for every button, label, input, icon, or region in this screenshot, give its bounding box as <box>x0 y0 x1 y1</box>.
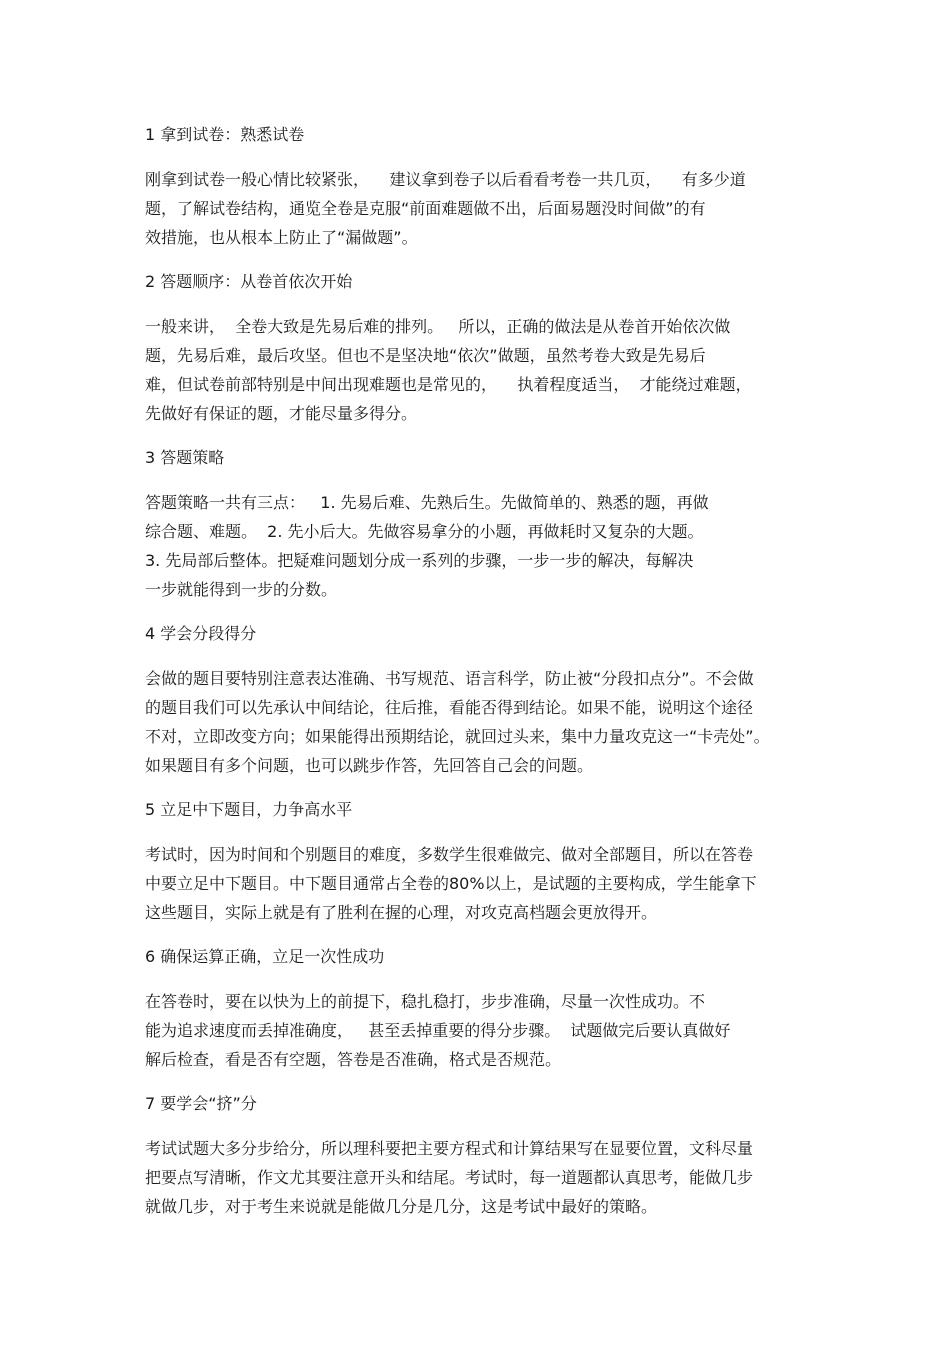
section-3-line-4: 一步就能得到一步的分数。 <box>145 580 338 599</box>
section-1-heading: 1 拿到试卷：熟悉试卷 <box>145 125 305 144</box>
section-4-heading: 4 学会分段得分 <box>145 624 257 643</box>
section-6-line-1: 在答卷时，要在以快为上的前提下，稳扎稳打，步步准确，尽量一次性成功。不 <box>145 992 706 1011</box>
section-7-heading: 7 要学会“挤”分 <box>145 1094 257 1113</box>
section-7-line-1: 考试试题大多分步给分，所以理科要把主要方程式和计算结果写在显要位置，文科尽量 <box>145 1139 754 1158</box>
section-4-line-1: 会做的题目要特别注意表达准确、书写规范、语言科学，防止被“分段扣点分”。不会做 <box>145 669 754 688</box>
section-3-line-1: 答题策略一共有三点： 1. 先易后难、先熟后生。先做简单的、熟悉的题，再做 <box>145 493 709 512</box>
section-2-line-2: 题，先易后难，最后攻坚。但也不是坚决地“依次”做题，虽然考卷大致是先易后 <box>145 346 706 365</box>
section-6-line-2: 能为追求速度而丢掉准确度， 甚至丢掉重要的得分步骤。 试题做完后要认真做好 <box>145 1021 731 1040</box>
section-7-line-3: 就做几步，对于考生来说就是能做几分是几分，这是考试中最好的策略。 <box>145 1197 658 1216</box>
section-6-line-3: 解后检查，看是否有空题，答卷是否准确，格式是否规范。 <box>145 1050 562 1069</box>
section-5-line-1: 考试时，因为时间和个别题目的难度，多数学生很难做完、做对全部题目，所以在答卷 <box>145 845 754 864</box>
section-3-line-2: 综合题、难题。 2. 先小后大。先做容易拿分的小题，再做耗时又复杂的大题。 <box>145 522 704 541</box>
section-4-line-4: 如果题目有多个问题，也可以跳步作答，先回答自己会的问题。 <box>145 756 594 775</box>
section-2-line-1: 一般来讲， 全卷大致是先易后难的排列。 所以，正确的做法是从卷首开始依次做 <box>145 317 731 336</box>
section-6-heading: 6 确保运算正确，立足一次性成功 <box>145 947 385 966</box>
section-4-line-2: 的题目我们可以先承认中间结论，往后推，看能否得到结论。如果不能，说明这个途径 <box>145 698 754 717</box>
section-5-line-2: 中要立足中下题目。中下题目通常占全卷的80%以上，是试题的主要构成，学生能拿下 <box>145 874 757 893</box>
section-1-line-2: 题，了解试卷结构，通览全卷是克服“前面难题做不出，后面易题没时间做”的有 <box>145 199 706 218</box>
section-2-heading: 2 答题顺序：从卷首依次开始 <box>145 272 353 291</box>
section-5-line-3: 这些题目，实际上就是有了胜利在握的心理，对攻克高档题会更放得开。 <box>145 903 658 922</box>
section-1-line-3: 效措施，也从根本上防止了“漏做题”。 <box>145 228 418 247</box>
section-3-line-3: 3. 先局部后整体。把疑难问题划分成一系列的步骤，一步一步的解决，每解决 <box>145 551 694 570</box>
section-1-line-1: 刚拿到试卷一般心情比较紧张， 建议拿到卷子以后看看考卷一共几页， 有多少道 <box>145 170 746 189</box>
section-7-line-2: 把要点写清晰，作文尤其要注意开头和结尾。考试时，每一道题都认真思考，能做几步 <box>145 1168 754 1187</box>
section-4-line-3: 不对，立即改变方向；如果能得出预期结论，就回过头来，集中力量攻克这一“卡壳处”。 <box>145 727 770 746</box>
section-2-line-4: 先做好有保证的题，才能尽量多得分。 <box>145 404 418 423</box>
section-3-heading: 3 答题策略 <box>145 448 225 467</box>
section-5-heading: 5 立足中下题目，力争高水平 <box>145 800 353 819</box>
section-2-line-3: 难，但试卷前部特别是中间出现难题也是常见的， 执着程度适当， 才能绕过难题， <box>145 375 752 394</box>
